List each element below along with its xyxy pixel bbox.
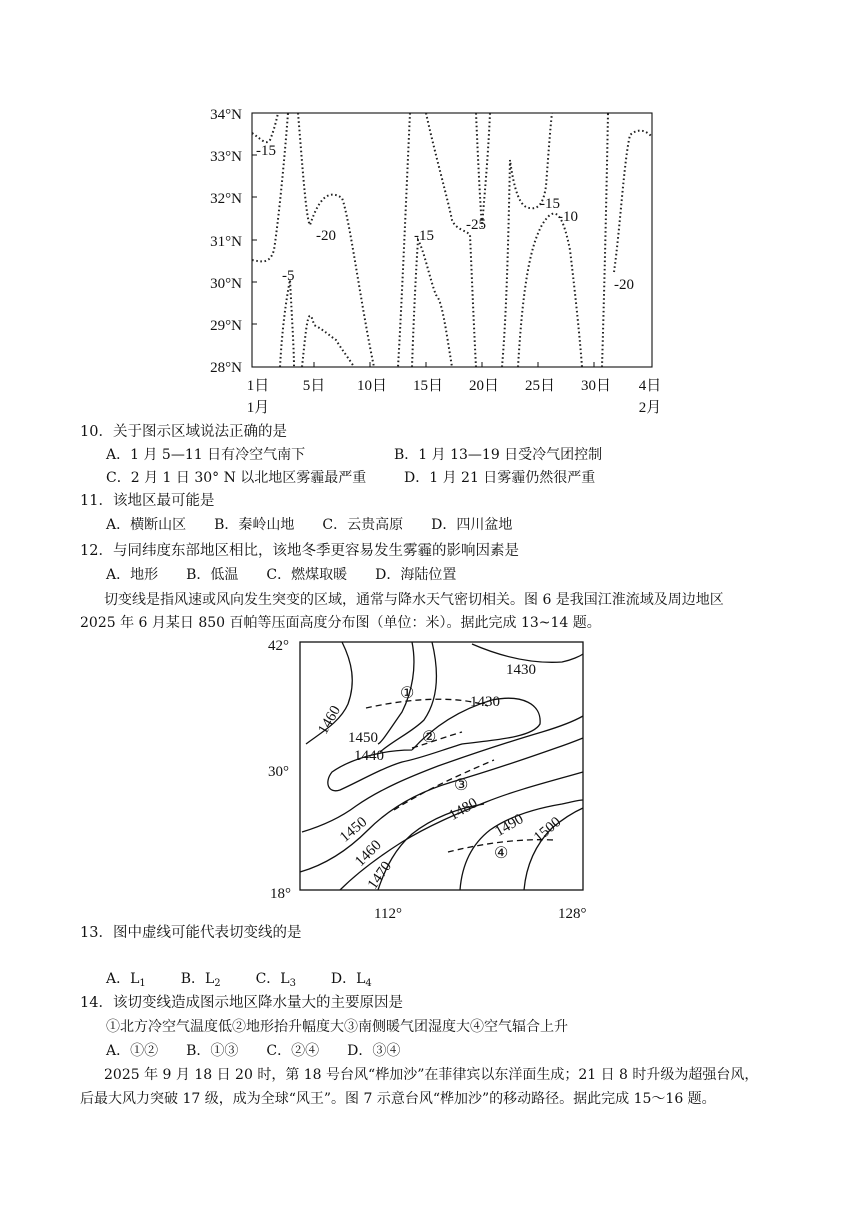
contour-value: 1500 xyxy=(531,814,565,846)
y-tick-label: 32°N xyxy=(210,191,242,207)
x-tick-label: 5日 xyxy=(302,378,326,394)
x-month-label: 1月 xyxy=(246,400,270,416)
contour-lines xyxy=(252,113,652,367)
question-10-option-c: C．2 月 1 日 30° N 以北地区雾霾最严重 xyxy=(106,470,367,486)
contour-value: 1440 xyxy=(354,748,384,764)
option-d: D．L xyxy=(330,971,366,987)
x-tick-label: 25日 xyxy=(524,378,556,394)
lat-label: 18° xyxy=(270,886,291,902)
passage-typhoon-line2: 后最大风力突破 17 级，成为全球“风王”。图 7 示意台风“桦加沙”的移动路径。据此完成 15～16 题。 xyxy=(80,1091,716,1107)
x-tick-label: 10日 xyxy=(356,378,388,394)
contour-value: 1460 xyxy=(352,837,385,870)
question-11-stem: 11．该地区最可能是 xyxy=(80,493,215,509)
lat-label: 30° xyxy=(268,764,289,780)
marker-3: ③ xyxy=(454,777,469,794)
question-12-options: A．地形 B．低温 C．燃煤取暖 D．海陆位置 xyxy=(106,567,457,583)
question-13-options: A．$L_1$ B．$L_2$ C．$L_3$ D．$L_4$ xyxy=(106,971,372,989)
chart1-frame xyxy=(252,113,652,367)
question-12-stem: 12．与同纬度东部地区相比，该地冬季更容易发生雾霾的影响因素是 xyxy=(80,543,519,559)
passage-shear-line-line1: 切变线是指风速或风向发生突变的区域，通常与降水天气密切相关。图 6 是我国江淮流域及周边地区 xyxy=(104,592,724,608)
contour-label: -20 xyxy=(614,277,634,293)
geopotential-height-map xyxy=(262,632,612,922)
height-contours xyxy=(300,642,583,890)
y-tick-label: 31°N xyxy=(210,234,242,250)
question-13-stem: 13．图中虚线可能代表切变线的是 xyxy=(80,925,302,941)
x-tick-label: 1日 xyxy=(246,378,270,394)
x-tick-label: 4日 xyxy=(638,378,662,394)
lon-label: 128° xyxy=(558,906,587,922)
y-tick-label: 34°N xyxy=(210,107,242,123)
contour-label: -5 xyxy=(282,268,295,284)
x-tick-label: 15日 xyxy=(412,378,444,394)
contour-label: -15 xyxy=(414,228,434,244)
option-c: C．L xyxy=(255,971,290,987)
marker-2: ② xyxy=(422,729,437,746)
question-14-options: A．①② B．①③ C．②④ D．③④ xyxy=(106,1043,401,1059)
question-14-factors: ①北方冷空气温度低②地形抬升幅度大③南侧暖气团湿度大④空气辐合上升 xyxy=(106,1019,568,1035)
contour-label: -10 xyxy=(558,209,578,225)
contour-value: 1450 xyxy=(337,814,371,846)
question-10-option-d: D．1 月 21 日雾霾仍然很严重 xyxy=(404,470,596,486)
contour-label: -15 xyxy=(540,196,560,212)
y-tick-label: 30°N xyxy=(210,276,242,292)
x-month-label: 2月 xyxy=(638,400,662,416)
contour-value: 1430 xyxy=(506,662,536,678)
y-tick-label: 29°N xyxy=(210,318,242,334)
lat-label: 42° xyxy=(268,638,289,654)
x-tick-label: 20日 xyxy=(468,378,500,394)
question-10-option-b: B．1 月 13—19 日受冷气团控制 xyxy=(394,447,603,463)
contour-value: 1470 xyxy=(364,858,396,893)
option-a: A．L xyxy=(106,971,140,987)
question-10-stem: 10．关于图示区域说法正确的是 xyxy=(80,424,287,440)
passage-shear-line-line2: 2025 年 6 月某日 850 百帕等压面高度分布图（单位：米）。据此完成 13~14 题。 xyxy=(80,615,601,631)
contour-value: 1430 xyxy=(470,694,500,710)
contour-value: 1460 xyxy=(315,703,345,738)
contour-value: 1490 xyxy=(492,811,527,840)
y-tick-label: 33°N xyxy=(210,149,242,165)
contour-value: 1480 xyxy=(446,795,481,824)
marker-4: ④ xyxy=(494,845,509,862)
passage-typhoon-line1: 2025 年 9 月 18 日 20 时，第 18 号台风“桦加沙”在菲律宾以东洋面生成；21 日 8 时升级为超强台风， xyxy=(104,1067,759,1083)
dashed-line-2 xyxy=(412,732,462,748)
contour-label: -20 xyxy=(316,228,336,244)
question-11-options: A．横断山区 B．秦岭山地 C．云贵高原 D．四川盆地 xyxy=(106,517,513,533)
question-10-option-a: A．1 月 5—11 日有冷空气南下 xyxy=(106,447,306,463)
contour-label: -15 xyxy=(256,143,276,159)
lon-label: 112° xyxy=(374,906,402,922)
option-b: B．L xyxy=(180,971,215,987)
time-latitude-contour-chart xyxy=(190,100,670,420)
contour-label: -25 xyxy=(466,217,486,233)
y-tick-label: 28°N xyxy=(210,360,242,376)
question-14-stem: 14．该切变线造成图示地区降水量大的主要原因是 xyxy=(80,995,403,1011)
contour-value: 1450 xyxy=(348,730,378,746)
x-tick-label: 30日 xyxy=(580,378,612,394)
marker-1: ① xyxy=(400,685,415,702)
